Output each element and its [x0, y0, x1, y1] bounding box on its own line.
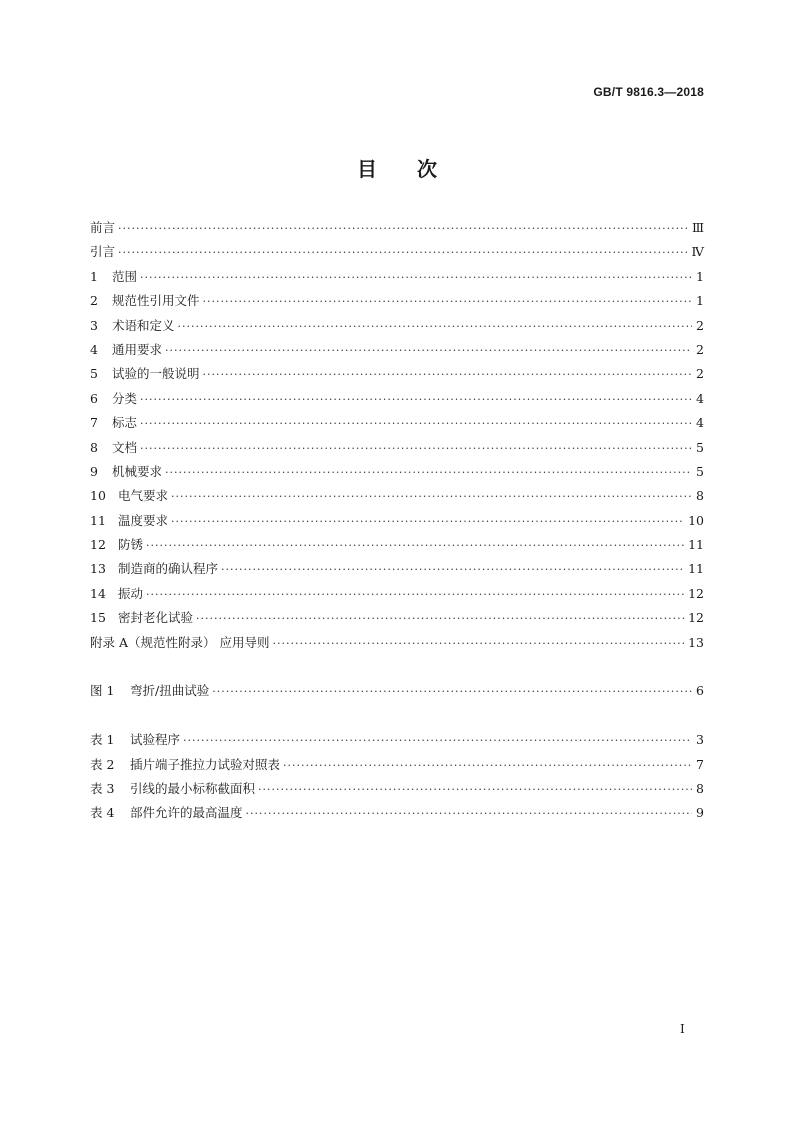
toc-table-2[interactable] — [90, 755, 704, 779]
toc-entry-label: 表 4 部件允许的最高温度 — [90, 805, 243, 821]
toc-leader-dots — [146, 589, 684, 600]
toc-leader-dots — [178, 321, 692, 332]
toc-entry-page: 9 — [696, 805, 704, 821]
standard-code: GB/T 9816.3—2018 — [593, 85, 704, 99]
toc-entry-page: 5 — [696, 463, 704, 479]
toc-leader-dots — [212, 686, 692, 697]
toc-leader-dots — [165, 345, 692, 356]
toc-leader-dots — [118, 247, 687, 258]
toc-entry-page: 2 — [696, 317, 704, 333]
toc-entry-15[interactable] — [90, 608, 704, 632]
toc-entry-introduction[interactable] — [90, 242, 704, 266]
toc-entry-page: 4 — [696, 415, 704, 431]
toc-entry-page: 13 — [688, 634, 704, 650]
toc-entry-page: 8 — [696, 488, 704, 504]
toc-entry-14[interactable] — [90, 584, 704, 608]
toc-entry-label: 8 文档 — [90, 439, 138, 455]
toc-table-3[interactable] — [90, 779, 704, 803]
toc-entry-page: Ⅲ — [691, 220, 704, 235]
toc-entry-page: 5 — [696, 439, 704, 455]
toc-entry-1[interactable] — [90, 267, 704, 291]
toc-entry-page: 10 — [688, 512, 704, 528]
toc-entry-5[interactable] — [90, 364, 704, 388]
toc-entry-label: 9 机械要求 — [90, 463, 163, 479]
toc-entry-label: 表 3 引线的最小标称截面积 — [90, 780, 256, 796]
toc-entry-label: 1 范围 — [90, 268, 138, 284]
toc-leader-dots — [283, 760, 692, 771]
toc-leader-dots — [203, 369, 692, 380]
toc-entry-6[interactable] — [90, 389, 704, 413]
toc-entry-label: 表 2 插片端子推拉力试验对照表 — [90, 756, 281, 772]
toc-entry-page: 3 — [696, 732, 704, 748]
toc-entry-label: 引言 — [90, 244, 116, 260]
toc-leader-dots — [183, 735, 692, 746]
toc-entry-label: 5 试验的一般说明 — [90, 366, 200, 382]
toc-entry-page: 2 — [696, 366, 704, 382]
toc-entry-label: 7 标志 — [90, 415, 138, 431]
toc-entry-11[interactable] — [90, 511, 704, 535]
toc-entry-label: 表 1 试验程序 — [90, 732, 181, 748]
toc-entry-page: 2 — [696, 341, 704, 357]
toc-entry-label: 13 制造商的确认程序 — [90, 561, 219, 577]
toc-leader-dots — [165, 467, 692, 478]
toc-entry-label: 10 电气要求 — [90, 488, 169, 504]
toc-leader-dots — [118, 223, 688, 234]
toc-leader-dots — [140, 394, 692, 405]
toc-entry-page: 12 — [688, 610, 704, 626]
toc-entry-9[interactable] — [90, 462, 704, 486]
toc-leader-dots — [140, 418, 692, 429]
toc-entry-4[interactable] — [90, 340, 704, 364]
section-spacer — [90, 706, 704, 730]
toc-leader-dots — [203, 296, 692, 307]
toc-entry-page: 1 — [696, 268, 704, 284]
toc-leader-dots — [171, 516, 684, 527]
toc-entry-label: 14 振动 — [90, 585, 144, 601]
toc-entry-label: 前言 — [90, 220, 116, 235]
toc-entry-page: 6 — [696, 683, 704, 699]
toc-entry-page: 8 — [696, 780, 704, 796]
page-title: 目次 — [357, 157, 477, 181]
toc-entry-label: 4 通用要求 — [90, 341, 163, 357]
toc-entry-label: 6 分类 — [90, 390, 138, 406]
toc-figure-1[interactable] — [90, 681, 704, 705]
toc-entry-page: 11 — [688, 561, 704, 577]
page-number: I — [680, 1022, 685, 1036]
toc-entry-page: Ⅳ — [691, 244, 704, 260]
toc-leader-dots — [140, 272, 692, 283]
section-spacer — [90, 657, 704, 681]
toc-leader-dots — [246, 808, 692, 819]
toc-entry-label: 2 规范性引用文件 — [90, 293, 200, 309]
toc-entry-2[interactable] — [90, 291, 704, 315]
toc-entry-7[interactable] — [90, 413, 704, 437]
toc-entry-label: 12 防锈 — [90, 537, 144, 553]
toc-entry-label: 15 密封老化试验 — [90, 610, 194, 626]
toc-leader-dots — [146, 540, 684, 551]
toc-entry-annex-a[interactable] — [90, 633, 704, 657]
toc-leader-dots — [272, 638, 684, 649]
toc-entry-page: 11 — [688, 537, 704, 553]
toc-leader-dots — [140, 443, 692, 454]
toc-table-1[interactable] — [90, 730, 704, 754]
toc-entry-page: 12 — [688, 585, 704, 601]
toc-leader-dots — [221, 564, 684, 575]
toc-entry-page: 4 — [696, 390, 704, 406]
toc-entry-page: 1 — [696, 293, 704, 309]
toc-leader-dots — [258, 784, 692, 795]
toc-entry-label: 图 1 弯折/扭曲试验 — [90, 683, 210, 699]
toc-entry-label: 附录 A（规范性附录） 应用导则 — [90, 634, 270, 650]
toc-entry-label: 11 温度要求 — [90, 512, 169, 528]
toc-entry-foreword[interactable] — [90, 218, 704, 242]
toc-entry-10[interactable] — [90, 486, 704, 510]
toc-table-4[interactable] — [90, 803, 704, 827]
toc-entry-label: 3 术语和定义 — [90, 317, 175, 333]
toc-entry-13[interactable] — [90, 559, 704, 583]
toc-leader-dots — [171, 491, 692, 502]
toc-entry-12[interactable] — [90, 535, 704, 559]
toc-leader-dots — [196, 613, 684, 624]
toc-entry-8[interactable] — [90, 438, 704, 462]
table-of-contents — [90, 218, 704, 828]
toc-entry-page: 7 — [696, 756, 704, 772]
toc-entry-3[interactable] — [90, 316, 704, 340]
